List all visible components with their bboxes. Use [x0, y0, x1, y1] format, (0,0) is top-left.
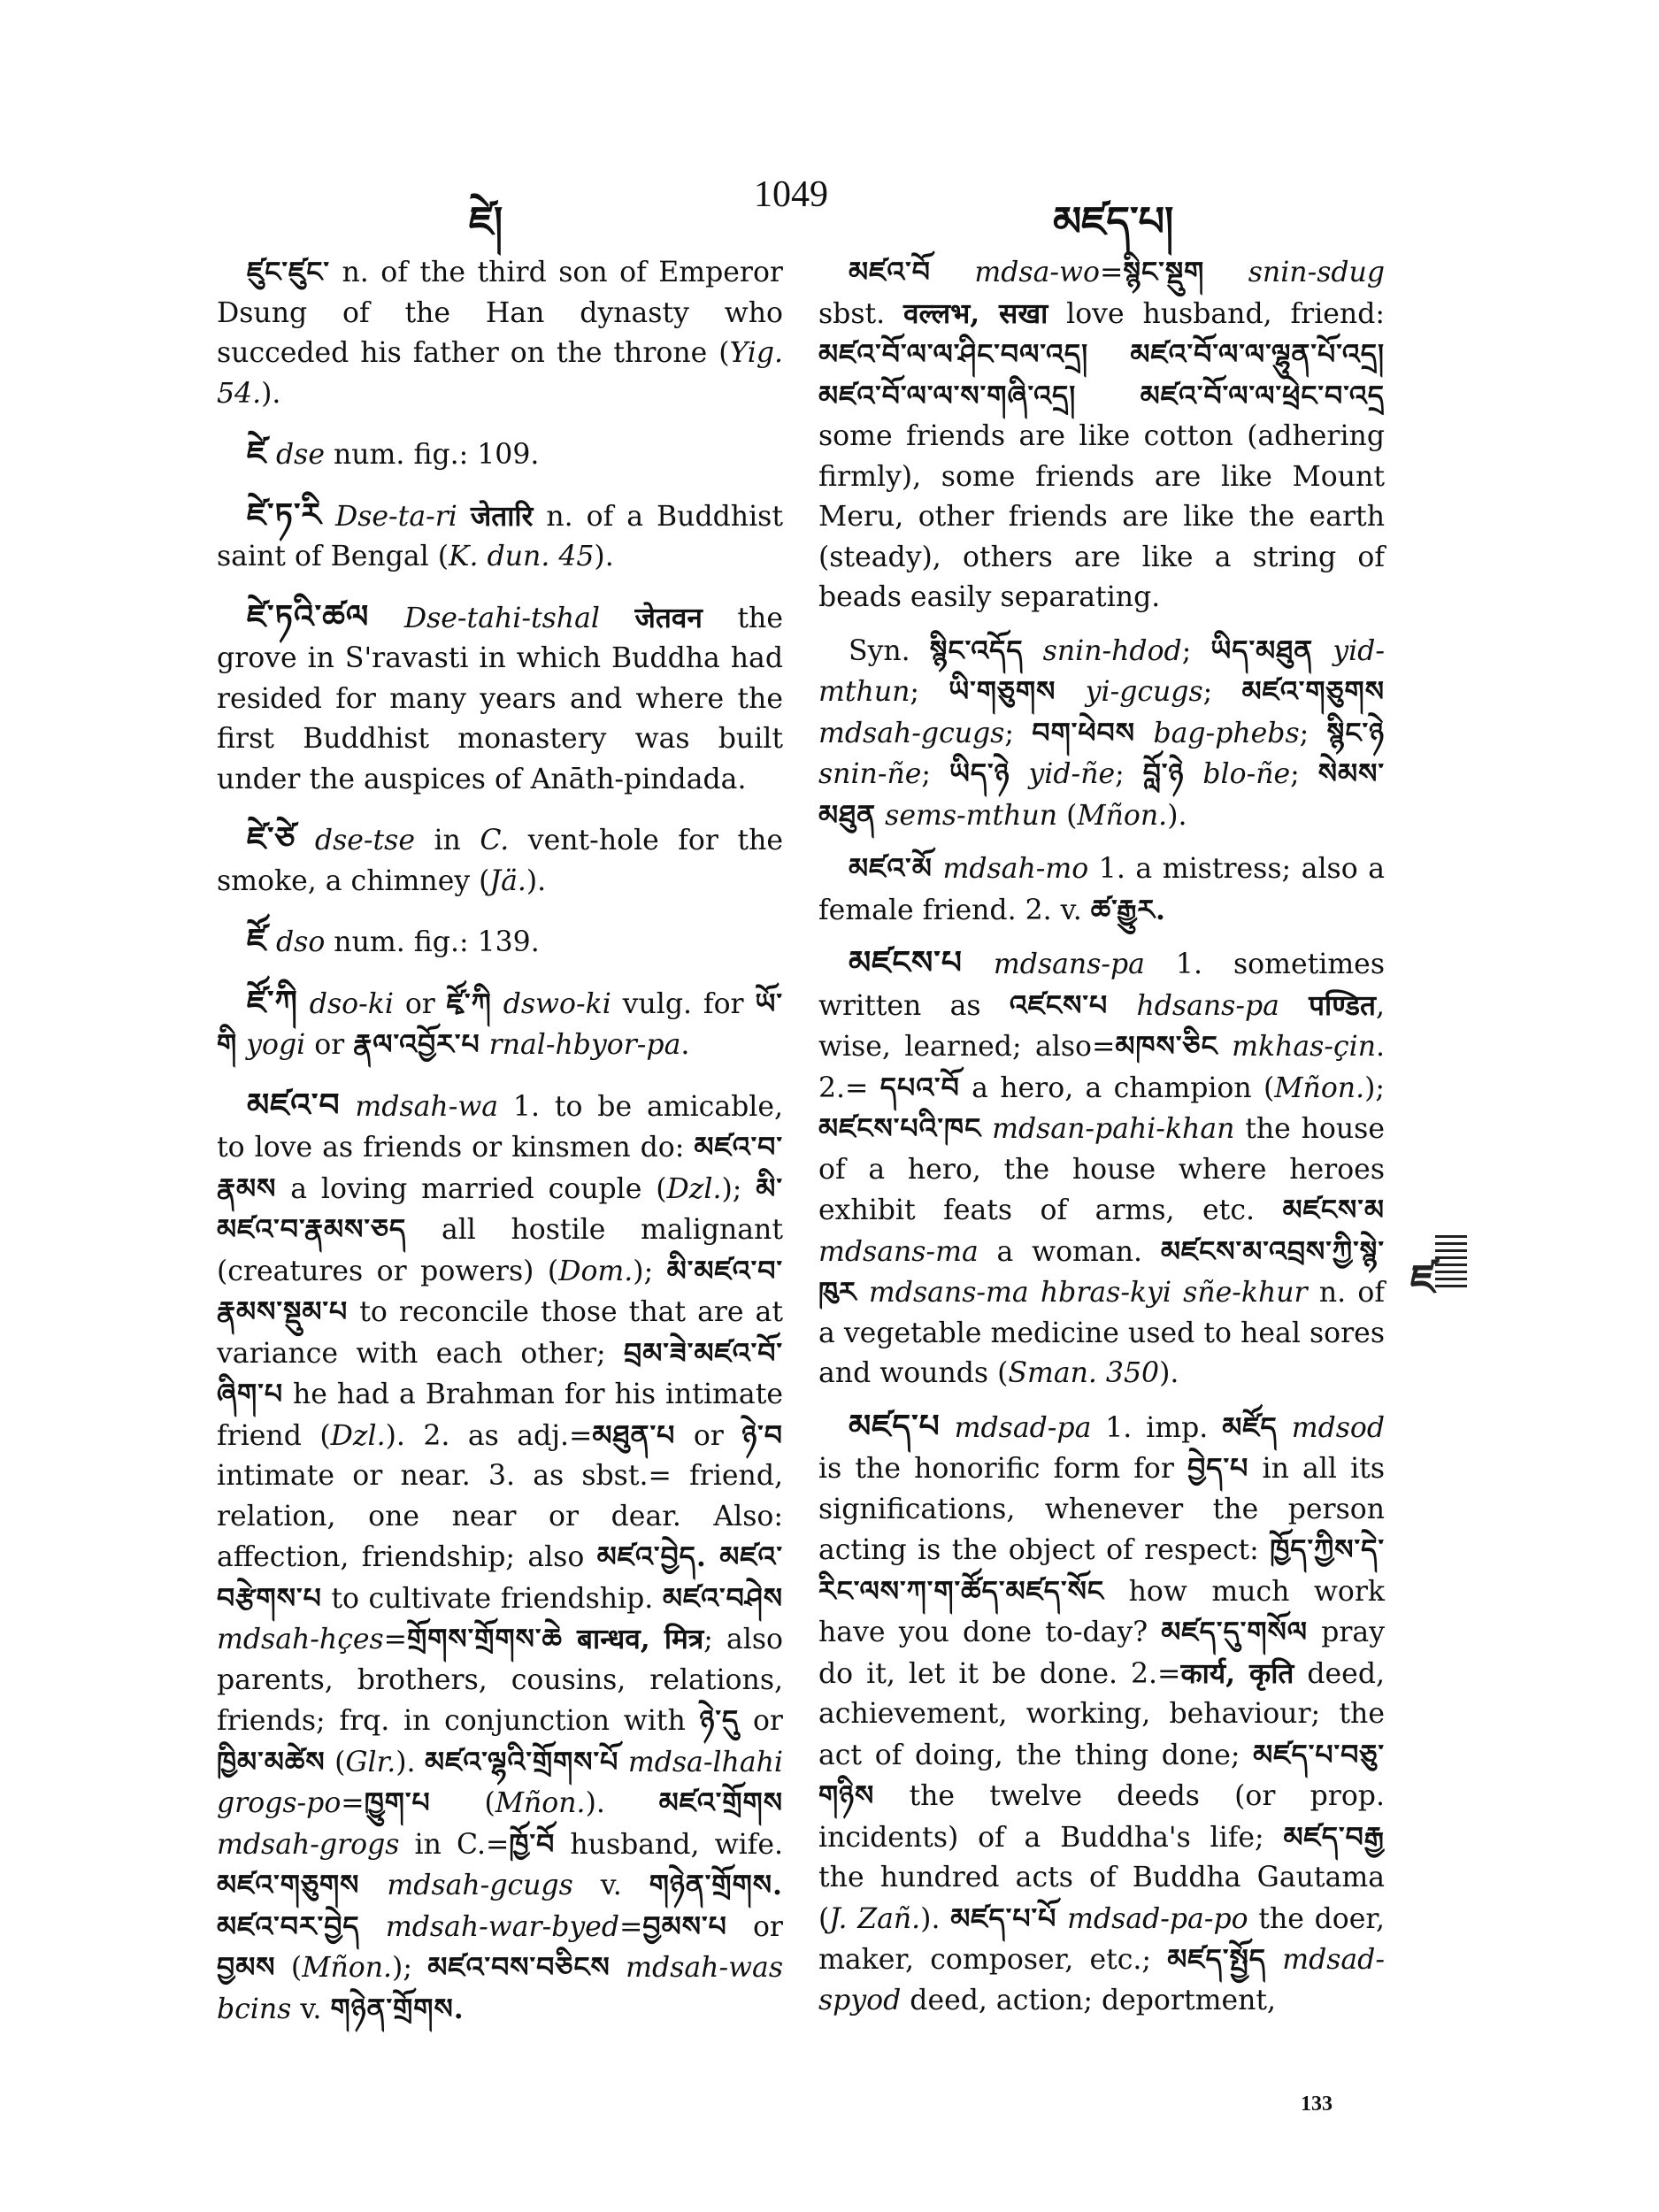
page-header [0, 168, 1659, 245]
headword-tibetan: ཛོ [247, 922, 267, 959]
headword-tibetan: མཛངས་པ [849, 944, 963, 981]
headword-tibetan: ཛོ་ཀི [247, 983, 298, 1021]
sanskrit-gloss: जेतारि [470, 499, 534, 533]
entry-dso: ཛོ dso num. fig.: 139. [247, 922, 540, 959]
entry-mdsans-pa: མཛངས་པ mdsans-pa 1. sometimes written as འཛངས་པ hdsans-pa पण्डित, wise, learned; also=མཁས་ཅིང mkhas-çin. 2.= དཔའ་བོ a hero, a champion (Mñon.); མཛངས་པའི་ཁང mdsan-pahi-khan the house of a hero, the house where heroes exhibit feats of arms, etc. མཛངས་མ mdsans-ma a woman. མཛངས་མ་འབྲས་ཀྱི་སྙེ་ཁུར mdsans-ma hbras-kyi sñe-khur n. of a vegetable medicine used to heal sores and wounds (Sman. 350). [818, 944, 1386, 1389]
entry-dso-ki: ཛོ་ཀི dso-ki or ཛྭོ་ཀི dswo-ki vulg. for ཡོ་གི yogi or རྣལ་འབྱོར་པ rnal-hbyor-pa. [217, 983, 783, 1061]
transliteration: mdsah-mo [942, 853, 1089, 885]
transliteration: dse [275, 439, 325, 471]
headword-tibetan: མཛད་པ [849, 1407, 941, 1445]
thumb-index-lines [1435, 1235, 1467, 1290]
entry-mdsah-mo: མཛའ་མོ mdsah-mo 1. a mistress; also a female friend. 2. v. ཚ་རྒྱུར. [818, 852, 1386, 926]
headword-tibetan: ཛེ [247, 434, 267, 472]
sanskrit-gloss: जेतवन [634, 601, 703, 634]
entry-mdsad-pa: མཛད་པ mdsad-pa 1. imp. མཛོད mdsod is the honorific form for བྱེད་པ in all its significations, whenever the person acting is the object of respect: ཁྱོད་ཀྱིས་དེ་རིང་ལས་ཀ་ག་ཚོད་མཛད་སོང how much work have you done to-day? མཛད་དུ་གསོལ pray do it, let it be done. 2.=कार्य, कृति deed, achievement, working, behaviour; the act of doing, the thing done; མཛད་པ་བཅུ་གཉིས the twelve deeds (or prop. incidents) of a Buddha's life; མཛད་བརྒྱ the hundred acts of Buddha Gautama (J. Zañ.). མཛད་པ་པོ mdsad-pa-po the doer, maker, composer, etc.; མཛད་སྤྱོད mdsad-spyod deed, action; deportment, [818, 1407, 1386, 2016]
transliteration: dse-tse [314, 825, 415, 856]
headword-tibetan: ཛེ་ཙེ [247, 820, 296, 857]
transliteration: mdsah-wa [355, 1090, 499, 1123]
transliteration: mdsa-wo [974, 257, 1100, 288]
entry-dsung-dsung: ཛུང་ཛུང་ n. of the third son of Emperor Dsung of the Han dynasty who succeded his father on the throne (Yig. 54.). [217, 256, 783, 410]
header-right-word: མཛད་པ། [1053, 197, 1174, 245]
left-column [217, 252, 783, 2049]
headword-tibetan: ཛེ་ཏ་རི [247, 495, 322, 534]
entry-dse-ta-ri: ཛེ་ཏ་རི Dse-ta-ri जेतारि n. of a Buddhist saint of Bengal (K. dun. 45). [217, 495, 783, 572]
headword-tibetan: མཛའ་བ [247, 1086, 341, 1124]
entry-synonyms: Syn. སྙིང་འདོད snin-hdod; ཡིད་མཐུན yid-mthun; ཡི་གཅུགས yi-gcugs; མཛའ་གཅུགས mdsah-gcugs; བག་ཕེབས bag-phebs; སྙིང་ཉེ snin-ñe; ཡིད་ཉེ yid-ñe; བློ་ཉེ blo-ñe; སེམས་མཐུན sems-mthun (Mñon.). [818, 634, 1386, 832]
page-number: 1049 [754, 174, 828, 215]
transliteration: mdsad-pa [954, 1411, 1092, 1444]
transliteration: Dse-tahi-tshal [403, 602, 600, 634]
entry-mdsa-wo: མཛའ་བོ mdsa-wo=སྙིང་སྡུག snin-sdug sbst. वल्लभ, सखा love husband, friend: མཛའ་བོ་ལ་ལ་ཤིང་བལ་འདྲ། མཛའ་བོ་ལ་ལ་ལྷུན་པོ་འདྲ། མཛའ་བོ་ལ་ལ་ས་གཞི་འདྲ། མཛའ་བོ་ལ་ལ་ཕྲེང་བ་འདྲ some friends are like cotton (adhering firmly), some friends are like Mount Meru, other friends are like the earth (steady), others are like a string of beads easily separating. [818, 256, 1385, 613]
entry-mdsah-wa: མཛའ་བ mdsah-wa 1. to be amicable, to love as friends or kinsmen do: མཛའ་བ་རྣམས a loving married couple (Dzl.); མི་མཛའ་བ་རྣམས་ཅད all hostile malignant (creatures or powers) (Dom.); མི་མཛའ་བ་རྣམས་སྡུམ་པ to reconcile those that are at variance with each other; བྲམ་ཟེ་མཛའ་བོ་ཞིག་པ he had a Brahman for his intimate friend (Dzl.). 2. as adj.=མཐུན་པ or ཉེ་བ intimate or near. 3. as sbst.= friend, relation, one near or dear. Also: affection, friendship; also མཛའ་བྱེད. མཛའ་བརྩེགས་པ to cultivate friendship. མཛའ་བཤེས mdsah-hçes=གྲོགས་གྲོགས་ཆེ बान्धव, मित्र; also parents, brothers, cousins, relations, friends; frq. in conjunction with ཉེ་དུ or ཁྱིམ་མཚེས (Glr.). མཛའ་ལྷའི་གྲོགས་པོ mdsa-lhahi grogs-po=ཁྱུག་པ (Mñon.). མཛའ་གྲོགས mdsah-grogs in C.=ཁྱོ་བོ husband, wife. མཛའ་གཅུགས mdsah-gcugs v. གཉེན་གྲོགས. མཛའ་བར་བྱེད mdsah-war-byed=བྱམས་པ or བྱམས (Mñon.); མཛའ་བས་བཅིངས mdsah-was bcins v. གཉེན་གྲོགས. [217, 1086, 784, 2025]
transliteration: dso [275, 926, 326, 958]
header-left-word: ཛེ། [469, 197, 503, 245]
transliteration: mdsans-pa [993, 949, 1145, 980]
headword-tibetan: ཛུང་ཛུང་ [247, 256, 331, 288]
right-column [818, 252, 1385, 2033]
transliteration: Dse-ta-ri [334, 500, 457, 533]
headword-tibetan: ཛེ་ཏའི་ཚལ [247, 597, 370, 635]
entry-dse: ཛེ dse num. fig.: 109. [247, 434, 540, 472]
thumb-index-tab [1409, 1228, 1469, 1303]
headword-tibetan: མཛའ་མོ [849, 852, 933, 885]
entry-dse-tse: ཛེ་ཙེ dse-tse in C. vent-hole for the smoke, a chimney (Jä.). [217, 820, 783, 897]
thumb-index-letter: ཛ [1410, 1256, 1436, 1303]
signature-mark: 133 [1301, 2093, 1333, 2116]
entry-dse-tahi-tshal: ཛེ་ཏའི་ཚལ Dse-tahi-tshal जेतवन the grove in S'ravasti in which Buddha had resided for many years and where the first Buddhist monastery was built under the auspices of Anāth-pindada. [217, 597, 783, 795]
headword-tibetan: མཛའ་བོ [849, 256, 931, 288]
